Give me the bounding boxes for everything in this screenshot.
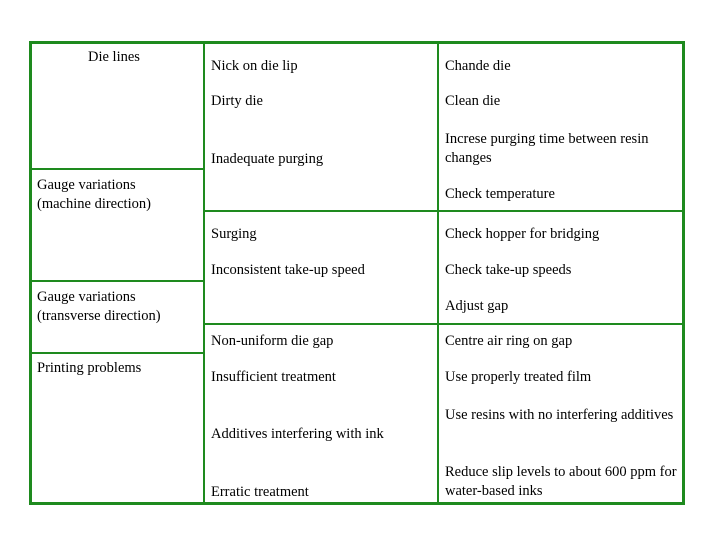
cause-cell: Erratic treatment [211, 484, 309, 500]
remedy-cell: Clean die [445, 93, 501, 109]
remedy-cell: Chande die [445, 58, 511, 74]
problem-line: Gauge variations [37, 177, 136, 193]
row-divider [29, 280, 203, 282]
cause-cell: Surging [211, 226, 257, 242]
cause-cell: Non-uniform die gap [211, 333, 334, 349]
column-divider [437, 41, 439, 505]
cause-cell: Insufficient treatment [211, 369, 336, 385]
cause-cell: Additives interfering with ink [211, 426, 384, 442]
row-divider [29, 168, 203, 170]
remedy-cell: Check temperature [445, 186, 555, 202]
remedy-cell: Increse purging time between resin changes [445, 131, 649, 166]
cause-cell: Nick on die lip [211, 58, 298, 74]
remedy-cell: Use properly treated film [445, 369, 592, 385]
cause-cell: Inadequate purging [211, 151, 324, 167]
row-divider [203, 210, 685, 212]
cause-cell: Inconsistent take-up speed [211, 262, 365, 278]
problem-cell: Printing problems [37, 360, 142, 376]
column-divider [203, 41, 205, 505]
problem-line: (machine direction) [37, 196, 151, 212]
problem-line: (transverse direction) [37, 308, 161, 324]
remedy-cell: Check take-up speeds [445, 262, 572, 278]
problem-cell [37, 176, 151, 214]
problem-cell [37, 288, 161, 326]
problem-line: Gauge variations [37, 289, 136, 305]
remedy-cell: Use resins with no interfering additives [445, 407, 674, 423]
problem-cell: Die lines [88, 49, 140, 65]
row-divider [29, 352, 203, 354]
cause-cell: Dirty die [211, 93, 263, 109]
remedy-cell: Check hopper for bridging [445, 226, 600, 242]
row-divider [203, 323, 685, 325]
remedy-cell: Reduce slip levels to about 600 ppm for water-based inks [445, 464, 677, 499]
remedy-cell: Adjust gap [445, 298, 509, 314]
remedy-cell: Centre air ring on gap [445, 333, 573, 349]
